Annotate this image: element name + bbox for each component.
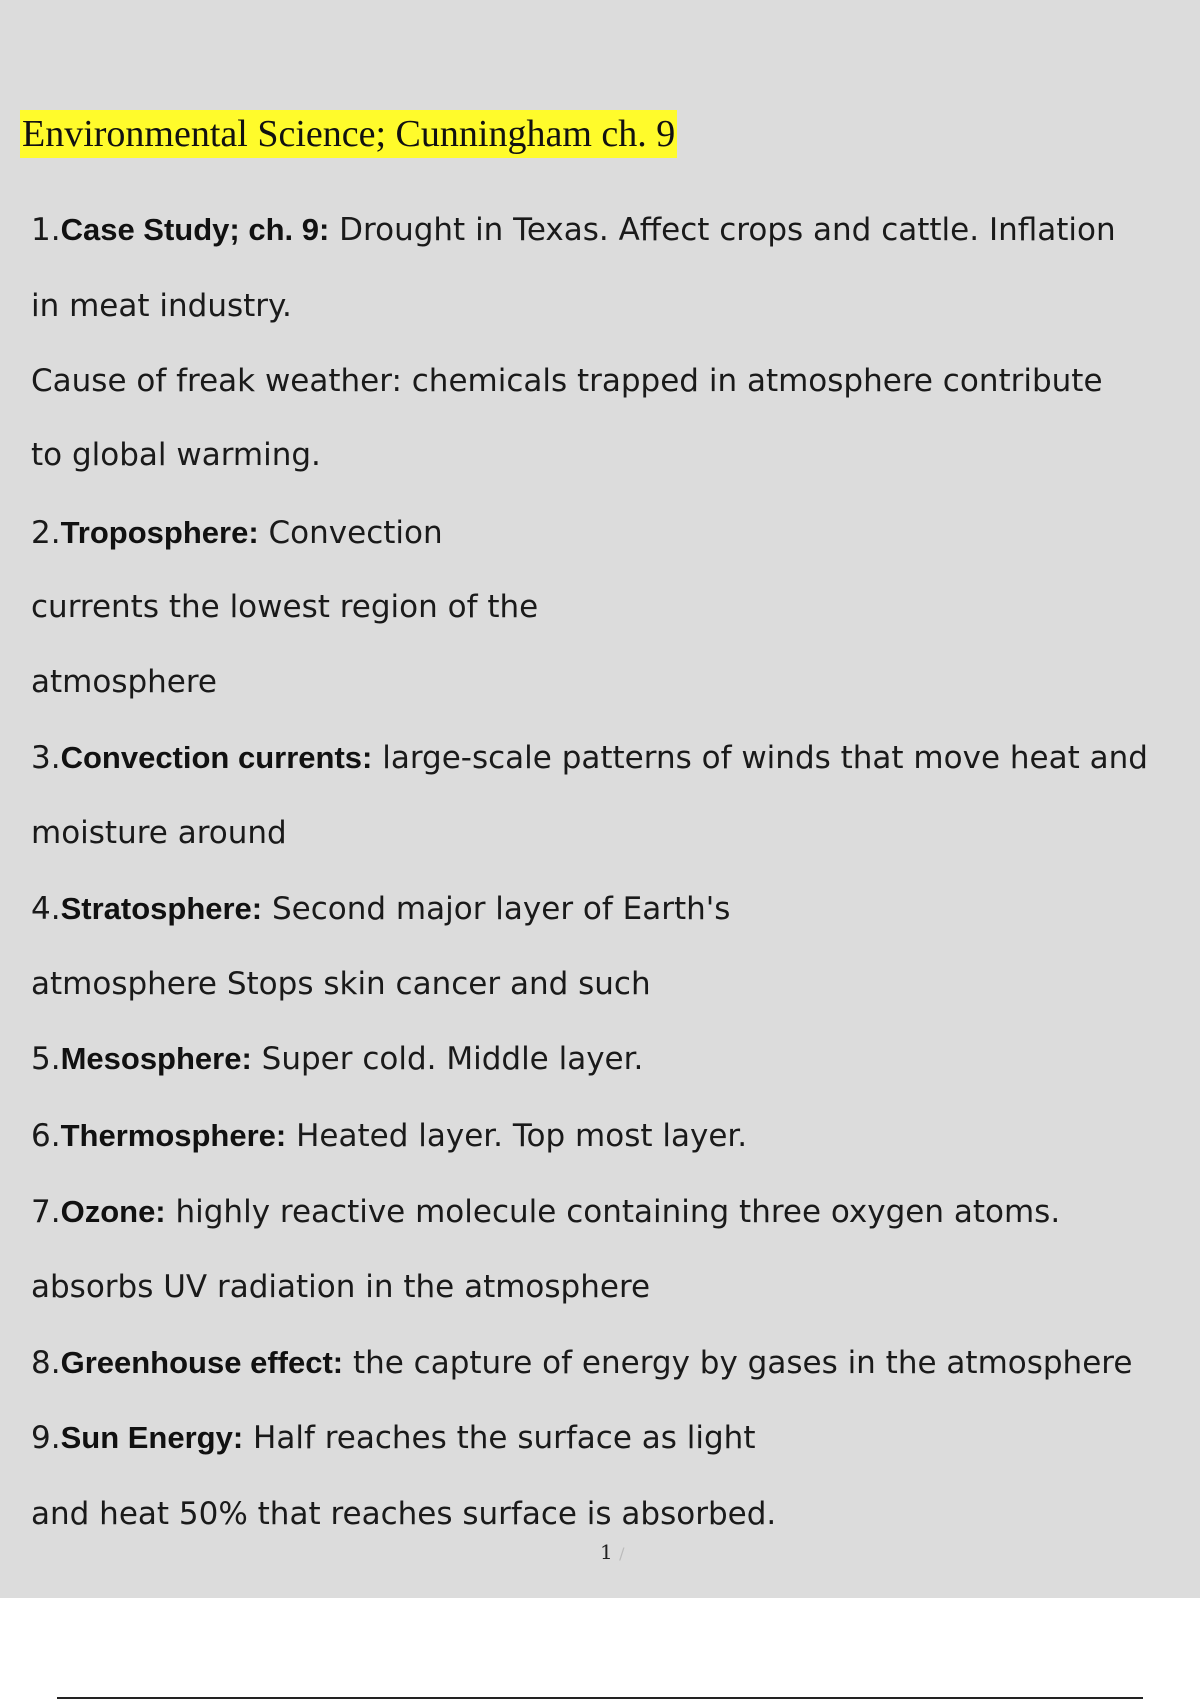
item-text: Half reaches the surface as light [243, 1420, 756, 1456]
item-text: Drought in Texas. Affect crops and cattle. Inflation [329, 212, 1116, 248]
item-number: 6. [31, 1118, 61, 1154]
list-item-4-first-line [31, 889, 730, 929]
item-term: Stratosphere: [60, 891, 263, 926]
footer-divider [57, 1697, 1143, 1699]
list-item-9-line: and heat 50% that reaches surface is absorbed. [31, 1496, 777, 1532]
list-item-2-first-line [31, 513, 443, 553]
item-term: Greenhouse effect: [60, 1345, 344, 1380]
page-number-suffix: / [619, 1544, 625, 1563]
item-term: Case Study; ch. 9: [60, 212, 330, 247]
list-item-3-line: moisture around [31, 815, 287, 851]
item-number: 2. [31, 515, 61, 551]
item-term: Convection currents: [60, 740, 373, 775]
page-number-value: 1 [600, 1540, 613, 1564]
list-item-8-first-line [31, 1343, 1132, 1383]
item-number: 1. [31, 212, 61, 248]
list-item-7-first-line [31, 1192, 1060, 1232]
item-number: 5. [31, 1041, 61, 1077]
item-term: Mesosphere: [60, 1041, 252, 1076]
list-item-1-line: Cause of freak weather: chemicals trapped in atmosphere contribute [31, 363, 1103, 399]
list-item-1-first-line [31, 210, 1116, 250]
item-text: Heated layer. Top most layer. [286, 1118, 748, 1154]
list-item-5-first-line [31, 1039, 643, 1079]
document-title: Environmental Science; Cunningham ch. 9 [20, 110, 677, 158]
list-item-1-line: in meat industry. [31, 288, 292, 324]
list-item-3-first-line [31, 738, 1148, 778]
item-text: the capture of energy by gases in the atmosphere [343, 1345, 1133, 1381]
list-item-4-line: atmosphere Stops skin cancer and such [31, 966, 651, 1002]
item-text: highly reactive molecule containing three oxygen atoms. [165, 1194, 1061, 1230]
list-item-2-line: atmosphere [31, 664, 217, 700]
item-term: Thermosphere: [60, 1118, 287, 1153]
item-text: Second major layer of Earth's [262, 891, 731, 927]
page-number [600, 1540, 624, 1564]
item-text: Super cold. Middle layer. [251, 1041, 644, 1077]
item-term: Troposphere: [60, 515, 259, 550]
item-number: 7. [31, 1194, 61, 1230]
item-term: Sun Energy: [60, 1420, 244, 1455]
item-number: 9. [31, 1420, 61, 1456]
list-item-7-line: absorbs UV radiation in the atmosphere [31, 1269, 651, 1305]
list-item-1-line: to global warming. [31, 437, 321, 473]
item-text: large-scale patterns of winds that move heat and [372, 740, 1148, 776]
item-text: Convection [258, 515, 443, 551]
item-term: Ozone: [60, 1194, 166, 1229]
list-item-2-line: currents the lowest region of the [31, 589, 539, 625]
list-item-6-first-line [31, 1116, 747, 1156]
list-item-9-first-line [31, 1418, 755, 1458]
item-number: 3. [31, 740, 61, 776]
item-number: 8. [31, 1345, 61, 1381]
item-number: 4. [31, 891, 61, 927]
